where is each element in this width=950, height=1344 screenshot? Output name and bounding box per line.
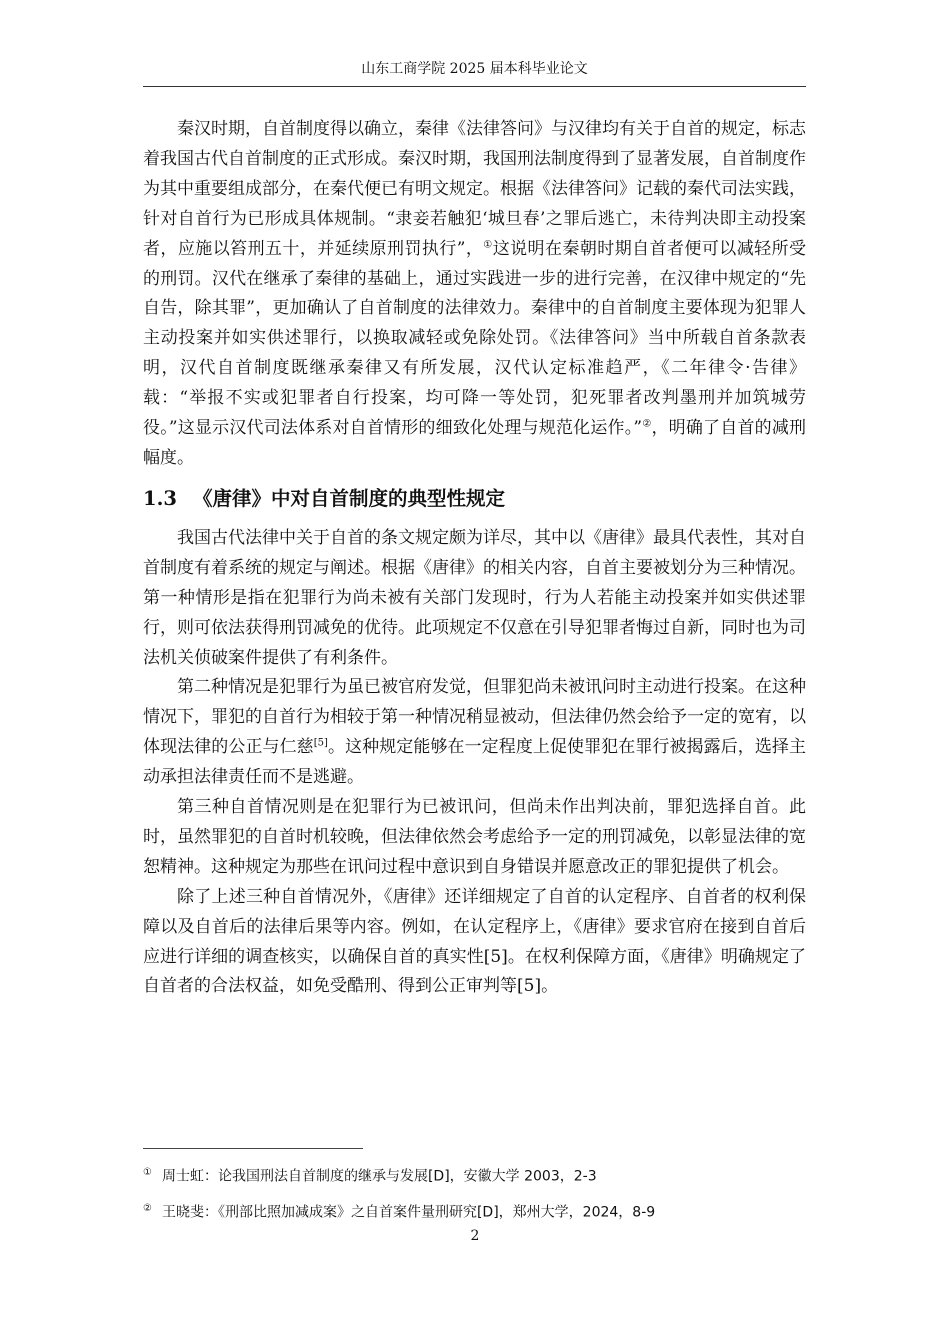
paragraph-text: 这说明在秦朝时期自首者便可以减轻所受的刑罚。汉代在继承了秦律的基础上，通过实践进一步的进行完善，在汉律中规定的“先自告，除其罪”，更加确认了自首制度的法律效力。秦律中的自首制度主要体现为犯罪人主动投案并如实供述罪行，以换取减轻或免除处罚。《法律答问》当中所载自首条款表明，汉代自首制度既继承秦律又有所发展，汉代认定标准趋严，《二年律令·告律》载：“举报不实或犯罪者自行投案，均可降一等处罚，犯死罪者改判墨刑并加筑城劳役。”这显示汉代司法体系对自首情形的细致化处理与规范化运作。” — [143, 238, 807, 439]
section-heading — [143, 480, 806, 518]
paragraph-text: 。这种规定能够在一定程度上促使罪犯在罪行被揭露后，选择主动承担法律责任而不是逃避。 — [143, 737, 807, 788]
paragraph-procedure: 除了上述三种自首情况外，《唐律》还详细规定了自首的认定程序、自首者的权利保障以及自首后的法律后果等内容。例如，在认定程序上，《唐律》要求官府在接到自首后应进行详细的调查核实，以确保自首的真实性[5]。在权利保障方面，《唐律》明确规定了自首者的合法权益，如免受酷刑、得到公正审判等[5]。 — [143, 886, 806, 997]
running-header: 山东工商学院 2025 届本科毕业论文 — [361, 61, 588, 77]
footnote-mark-2[interactable]: ② — [642, 418, 652, 430]
page-number: 2 — [470, 1228, 480, 1244]
footnote-2 — [143, 1199, 806, 1223]
footnote-text: 周士虹：论我国刑法自首制度的继承与发展[D]，安徽大学 2003，2-3 — [161, 1168, 597, 1185]
footnote-divider — [143, 1148, 363, 1149]
paragraph-third-case: 第三种自首情况则是在犯罪行为已被讯问，但尚未作出判决前，罪犯选择自首。此时，虽然罪犯的自首时机较晚，但法律依然会考虑给予一定的刑罚减免，以彰显法律的宽恕精神。这种规定为那些在讯问过程中意识到自身错误并愿意改正的罪犯提供了机会。 — [143, 797, 806, 877]
footnote-mark-1[interactable]: ① — [483, 238, 493, 250]
paragraph-text: 第二种情况是犯罪行为虽已被官府发觉，但罪犯尚未被讯问时主动进行投案。在这种情况下，罪犯的自首行为相较于第一种情况稍显被动，但法律仍然会给予一定的宽宥，以体现法律的公正与仁慈 — [143, 677, 806, 758]
footnote-mark: ② — [143, 1202, 152, 1214]
footnote-mark: ① — [143, 1167, 152, 1178]
paragraph-tang-overview: 我国古代法律中关于自首的条文规定颇为详尽，其中以《唐律》最具代表性，其对自首制度有着系统的规定与阐述。根据《唐律》的相关内容，自首主要被划分为三种情况。第一种情形是指在犯罪行为尚未被有关部门发现时，行为人若能主动投案并如实供述罪行，则可依法获得刑罚减免的优待。此项规定不仅意在引导犯罪者悔过自新，同时也为司法机关侦破案件提供了有利条件。 — [143, 527, 806, 668]
footnote-text: 王晓斐：《刑部比照加减成案》之自首案件量刑研究[D]，郑州大学，2024，8-9 — [161, 1204, 656, 1221]
citation-ref[interactable]: [5] — [313, 737, 328, 749]
paragraph-text: 秦汉时期，自首制度得以确立，秦律《法律答问》与汉律均有关于自首的规定，标志着我国古代自首制度的正式形成。秦汉时期，我国刑法制度得到了显著发展，自首制度作为其中重要组成部分，在秦代便已有明文规定。根据《法律答问》记载的秦代司法实践，针对自首行为已形成具体规制。“隶妾若触犯‘城旦春’之罪后逃亡，未待判决即主动投案者，应施以笞刑五十，并延续原刑罚执行”， — [143, 119, 806, 259]
header-divider — [143, 86, 806, 87]
footnotes — [143, 1158, 806, 1234]
main-body — [143, 115, 806, 1002]
paragraph-qin-han — [143, 115, 806, 474]
footnote-1 — [143, 1163, 806, 1187]
section-number: 1.3 — [143, 486, 177, 510]
paragraph-second-case — [143, 673, 806, 793]
section-title: 《唐律》中对自首制度的典型性规定 — [192, 486, 505, 510]
paragraph-text: ，明确了自首的减刑幅度。 — [143, 418, 807, 468]
